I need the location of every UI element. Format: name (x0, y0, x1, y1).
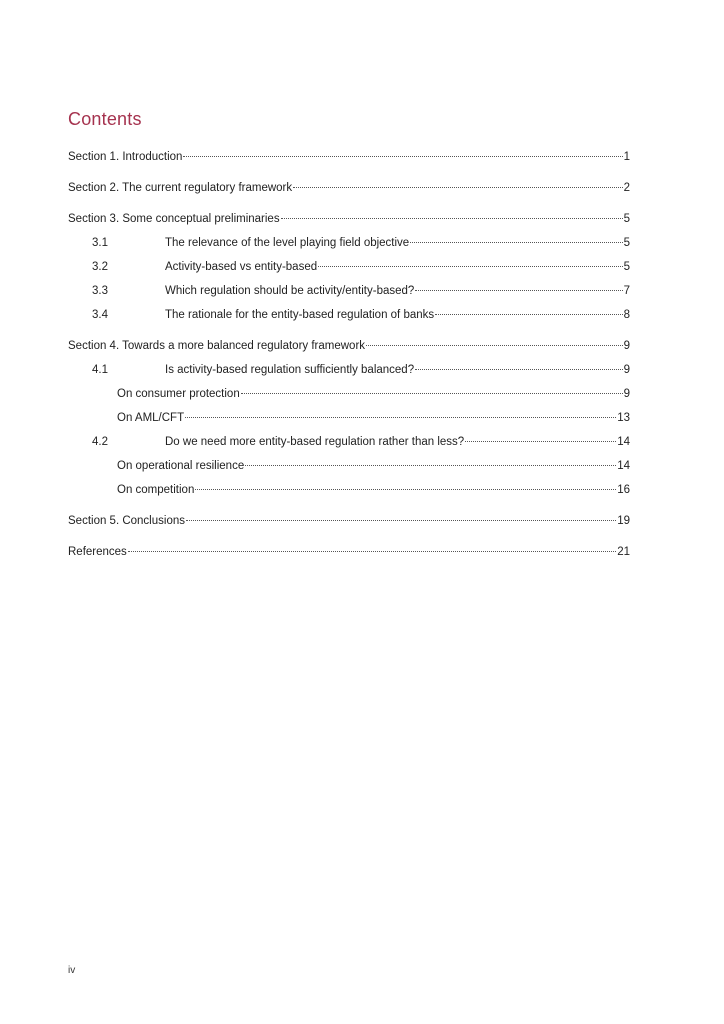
dot-leader (318, 266, 622, 267)
toc-entry-number: 3.3 (92, 285, 108, 297)
toc-entry-label: References (68, 546, 127, 558)
toc-entry-number: 3.2 (92, 261, 108, 273)
toc-entry-page: 9 (623, 388, 630, 400)
toc-entry-page: 21 (617, 546, 630, 558)
toc-entry-label: Section 2. The current regulatory framework (68, 182, 293, 194)
dot-leader (410, 242, 622, 243)
toc-entry-references[interactable] (68, 543, 630, 561)
toc-entry-page: 16 (617, 484, 630, 496)
toc-entry-label: Section 1. Introduction (68, 151, 183, 163)
toc-entry-consumer-protection[interactable] (68, 385, 630, 403)
toc-entry-3-2[interactable] (68, 258, 630, 276)
dot-leader (245, 465, 616, 466)
toc-entry-label: On operational resilience (117, 460, 245, 472)
toc-entry-section-3[interactable] (68, 210, 630, 228)
toc-entry-number: 3.1 (92, 237, 108, 249)
dot-leader (185, 417, 616, 418)
toc-entry-page: 1 (623, 151, 630, 163)
dot-leader (241, 393, 623, 394)
toc-entry-label: The relevance of the level playing field objective (165, 237, 410, 249)
toc-entry-page: 5 (623, 213, 630, 225)
toc-entry-label: On consumer protection (117, 388, 240, 400)
dot-leader (195, 489, 616, 490)
table-of-contents (68, 148, 630, 561)
dot-leader (281, 218, 623, 219)
dot-leader (183, 156, 622, 157)
toc-entry-number: 4.2 (92, 436, 108, 448)
toc-entry-label: Section 4. Towards a more balanced regulatory framework (68, 340, 366, 352)
toc-entry-page: 5 (623, 237, 630, 249)
toc-entry-section-2[interactable] (68, 179, 630, 197)
toc-entry-label: The rationale for the entity-based regulation of banks (165, 309, 435, 321)
toc-entry-label: Do we need more entity-based regulation rather than less? (165, 436, 465, 448)
toc-entry-operational-resilience[interactable] (68, 457, 630, 475)
dot-leader (366, 345, 623, 346)
toc-entry-section-4[interactable] (68, 337, 630, 355)
toc-entry-page: 7 (623, 285, 630, 297)
toc-entry-page: 9 (623, 340, 630, 352)
toc-entry-label: Is activity-based regulation sufficiently balanced? (165, 364, 415, 376)
toc-entry-page: 8 (623, 309, 630, 321)
page-number: iv (68, 965, 76, 976)
dot-leader (415, 290, 622, 291)
toc-entry-4-2[interactable] (68, 433, 630, 451)
contents-heading: Contents (68, 109, 142, 129)
toc-entry-label: Activity-based vs entity-based (165, 261, 318, 273)
dot-leader (186, 520, 616, 521)
toc-entry-number: 3.4 (92, 309, 108, 321)
toc-entry-competition[interactable] (68, 481, 630, 499)
dot-leader (415, 369, 622, 370)
toc-entry-label: On AML/CFT (117, 412, 185, 424)
dot-leader (128, 551, 616, 552)
toc-entry-aml-cft[interactable] (68, 409, 630, 427)
toc-entry-label: On competition (117, 484, 195, 496)
toc-entry-page: 14 (617, 436, 630, 448)
dot-leader (465, 441, 616, 442)
toc-entry-page: 2 (623, 182, 630, 194)
toc-entry-3-3[interactable] (68, 282, 630, 300)
toc-entry-label: Section 3. Some conceptual preliminaries (68, 213, 280, 225)
toc-entry-3-4[interactable] (68, 306, 630, 324)
toc-entry-number: 4.1 (92, 364, 108, 376)
toc-entry-4-1[interactable] (68, 361, 630, 379)
toc-entry-page: 13 (617, 412, 630, 424)
toc-entry-page: 9 (623, 364, 630, 376)
toc-entry-page: 5 (623, 261, 630, 273)
dot-leader (293, 187, 622, 188)
toc-entry-page: 19 (617, 515, 630, 527)
toc-entry-label: Section 5. Conclusions (68, 515, 185, 527)
toc-entry-page: 14 (617, 460, 630, 472)
dot-leader (435, 314, 622, 315)
toc-entry-label: Which regulation should be activity/entity-based? (165, 285, 415, 297)
toc-entry-3-1[interactable] (68, 234, 630, 252)
toc-entry-section-1[interactable] (68, 148, 630, 166)
toc-entry-section-5[interactable] (68, 512, 630, 530)
